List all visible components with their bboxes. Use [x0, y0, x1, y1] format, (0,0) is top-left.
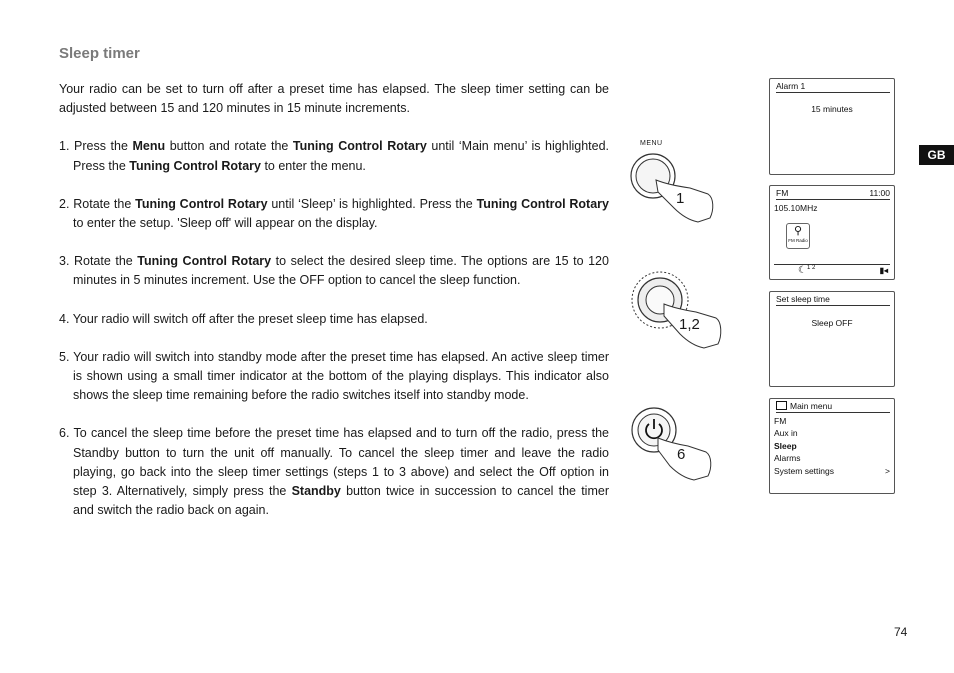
bold-term: Standby — [291, 484, 341, 499]
step-item — [59, 252, 609, 290]
main-menu-screen — [769, 398, 895, 494]
sleep-screen — [769, 291, 895, 387]
body-text — [59, 80, 609, 539]
step-item — [59, 195, 609, 233]
intro-paragraph: Your radio can be set to turn off after a preset time has elapsed. The sleep timer setting can be adjusted between 15 and 120 minutes in 15 minute increments. — [59, 82, 609, 116]
step-text: button and rotate the — [165, 139, 293, 154]
menu-label: MENU — [640, 140, 663, 147]
step-text: Your radio will switch off after the preset sleep time has elapsed. — [72, 311, 428, 326]
menu-item: Alarms — [774, 453, 801, 464]
fm-screen-header: FM 11:00 — [776, 188, 890, 198]
bold-term: Menu — [132, 139, 166, 154]
step-text: Rotate the — [73, 254, 138, 269]
main-menu-header: Main menu — [776, 401, 890, 413]
step-number: 5. — [59, 349, 70, 364]
submenu-arrow-icon: > — [885, 465, 890, 476]
standby-illustration — [628, 404, 728, 489]
language-tab: GB — [919, 145, 954, 165]
rotary-knob-icon — [628, 262, 728, 357]
step-text: until ‘Sleep’ is highlighted. Press the — [267, 196, 477, 211]
step-text: to enter the menu. — [260, 158, 366, 173]
step-label-2: 1,2 — [679, 316, 700, 333]
step-item — [59, 310, 609, 329]
step-number: 3. — [59, 254, 70, 269]
signal-strength-icon: ▮◂ — [879, 266, 888, 275]
step-number: 1. — [59, 139, 70, 154]
step-number: 4. — [59, 311, 70, 326]
bold-term: Tuning Control Rotary — [129, 158, 261, 173]
bold-term: Tuning Control Rotary — [292, 139, 427, 154]
steps-list — [59, 137, 609, 520]
alarm-screen — [769, 78, 895, 175]
step-text: Press the — [74, 139, 133, 154]
bold-term: Tuning Control Rotary — [135, 196, 268, 211]
step-item — [59, 424, 609, 520]
step-item — [59, 348, 609, 406]
step-label-6: 6 — [677, 446, 686, 463]
menu-item: FM — [774, 416, 787, 426]
step-number: 6. — [59, 426, 70, 441]
main-menu-list — [770, 415, 894, 477]
step-text: to enter the setup. 'Sleep off' will appear on the display. — [73, 216, 378, 231]
menu-item: System settings > — [774, 465, 890, 476]
rotary-illustration — [628, 262, 728, 362]
menu-item: Sleep — [774, 440, 797, 451]
power-icon — [628, 404, 728, 484]
sleep-timer-indicator: ☾$^{1 2}$ — [798, 265, 816, 276]
step-text: to select the desired sleep time. The options are 15 to 120 minutes in 5 minutes increment. Use the OFF option to cancel the sleep function. — [73, 254, 609, 288]
alarm-screen-header: Alarm 1 — [776, 81, 890, 93]
step-item — [59, 137, 609, 175]
menu-item: Aux in — [774, 428, 798, 439]
alarm-screen-value: 15 minutes — [811, 104, 853, 114]
step-number: 2. — [59, 196, 70, 211]
menu-list-icon — [776, 401, 787, 410]
step-text: button twice in succession to cancel the timer and switch the radio back on again. — [73, 484, 609, 518]
fm-frequency: 105.10MHz — [774, 203, 818, 213]
step-text: To cancel the sleep time before the preset time has elapsed and to turn off the radio, press the Standby button to turn the unit off manually. To cancel the sleep timer and leave the radio playing, go back into the sleep timer settings (steps 1 to 3 above) and select the Off option in step 3. Alternatively, simply press the — [73, 426, 609, 499]
step-text: until ‘Main menu’ is highlighted. Press the — [73, 139, 609, 173]
fm-radio-icon: ⚲ FM Radio — [786, 223, 810, 249]
bold-term: Tuning Control Rotary — [476, 196, 609, 211]
bold-term: Tuning Control Rotary — [137, 254, 272, 269]
page-title: Sleep timer — [59, 45, 140, 62]
page-number: 74 — [894, 625, 908, 639]
fm-screen — [769, 185, 895, 280]
sleep-screen-header: Set sleep time — [776, 294, 890, 306]
step-text: Rotate the — [73, 196, 136, 211]
step-text: Your radio will switch into standby mode after the preset time has elapsed. An active sleep timer is shown using a small timer indicator at the bottom of the playing displays. This indicator also shows the sleep time remaining before the radio switches itself into standby mode. — [73, 349, 610, 403]
sleep-screen-value: Sleep OFF — [811, 318, 853, 328]
step-label-1: 1 — [676, 190, 685, 207]
